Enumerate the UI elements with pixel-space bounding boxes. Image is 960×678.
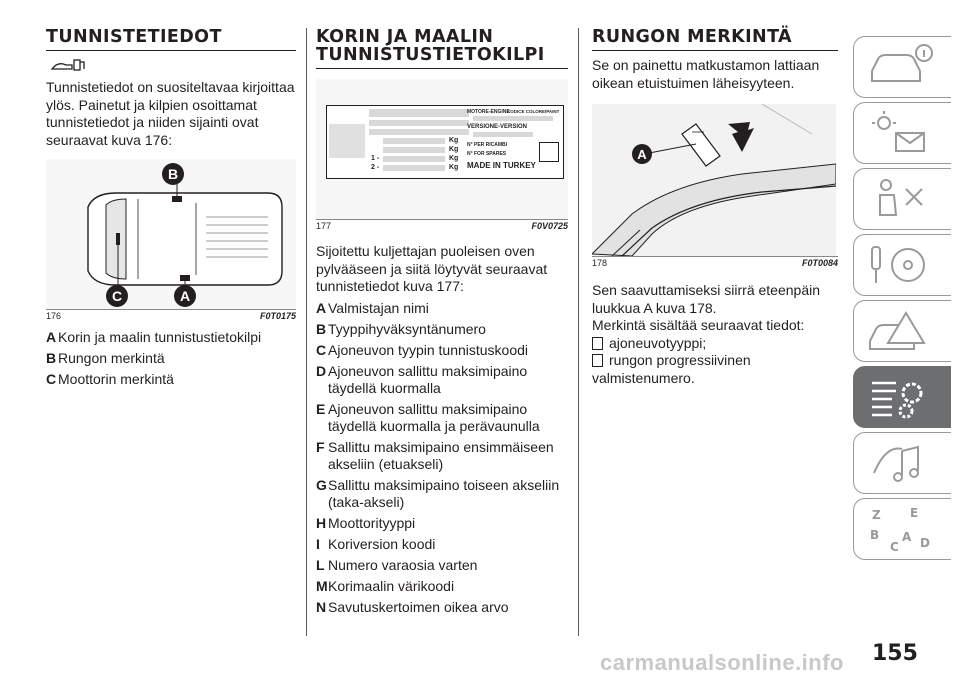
plate-row bbox=[473, 116, 553, 121]
chapter-tabs bbox=[853, 36, 953, 564]
svg-text:C: C bbox=[890, 540, 899, 554]
item-text: Sallittu maksimipaino toiseen akseliin (taka-akseli) bbox=[328, 476, 560, 510]
body-text: Sen saavuttamiseksi siirrä eteenpäin luukkua A kuva 178. bbox=[592, 282, 821, 316]
section-heading bbox=[316, 28, 568, 64]
figure-176 bbox=[46, 159, 296, 309]
intro-text: Sijoitettu kuljettajan puoleisen oven pylvääseen ja siitä löytyvät seuraavat tunnistetiedot kuva 177: bbox=[316, 243, 548, 294]
plate-ricambi: N° PER RICAMBI bbox=[467, 142, 508, 148]
dashboard-info-icon bbox=[866, 43, 936, 91]
plate-fields-list bbox=[316, 300, 568, 616]
technical-data-icon bbox=[866, 373, 936, 423]
plate-kg: Kg bbox=[449, 164, 459, 171]
plate-paint-box bbox=[539, 142, 559, 162]
tab-index[interactable] bbox=[853, 498, 951, 560]
item-text: Ajoneuvon sallittu maksimipaino täydellä kuormalla bbox=[328, 362, 528, 396]
checklist-continuation: valmistenumero. bbox=[592, 369, 695, 386]
item-key: D bbox=[316, 362, 327, 379]
heading-line: TUNNISTUSTIETOKILPI bbox=[316, 45, 545, 65]
list-item bbox=[46, 329, 296, 346]
tab-warning-lights[interactable] bbox=[853, 102, 951, 164]
tab-multimedia[interactable] bbox=[853, 432, 951, 494]
item-key: B bbox=[46, 350, 57, 366]
callout-b bbox=[162, 163, 184, 185]
item-text: Savutuskertoimen oikea arvo bbox=[328, 598, 509, 615]
list-item bbox=[316, 578, 568, 595]
callout-label: C bbox=[111, 288, 123, 304]
item-text: Moottorityyppi bbox=[328, 514, 416, 531]
index-icon bbox=[866, 505, 936, 555]
svg-text:D: D bbox=[920, 536, 930, 550]
list-item bbox=[316, 536, 568, 553]
list-item bbox=[316, 300, 568, 317]
column-plate bbox=[316, 28, 568, 616]
section-heading: TUNNISTETIEDOT bbox=[46, 27, 222, 47]
item-text: Korimaalin värikoodi bbox=[328, 577, 455, 594]
figure-178 bbox=[592, 104, 836, 256]
plate-axle-1: 1 - bbox=[371, 155, 380, 162]
callout-label: A bbox=[637, 146, 647, 162]
warning-lights-icon bbox=[866, 109, 936, 159]
figure-code: F0T0084 bbox=[801, 258, 838, 268]
airbag-safety-icon bbox=[866, 175, 936, 225]
section-heading: RUNGON MERKINTÄ bbox=[592, 27, 792, 47]
multimedia-icon bbox=[866, 439, 936, 489]
checklist-text: rungon progressiivinen bbox=[609, 352, 751, 368]
plate-kg: Kg bbox=[449, 155, 459, 162]
item-text: Sallittu maksimipaino ensimmäiseen akseliin (etuakseli) bbox=[328, 438, 554, 472]
figure-code: F0V0725 bbox=[531, 221, 568, 231]
plate-kg: Kg bbox=[449, 137, 459, 144]
column-divider bbox=[578, 28, 579, 636]
list-item bbox=[316, 439, 568, 473]
item-text: Ajoneuvon sallittu maksimipaino täydellä kuormalla ja perävaunulla bbox=[328, 400, 540, 434]
tab-emergency[interactable] bbox=[853, 300, 951, 362]
column-identification bbox=[46, 28, 296, 388]
fuel-hand-icon bbox=[50, 57, 296, 76]
figure-caption bbox=[316, 219, 568, 233]
item-text: Tyyppihyväksyntänumero bbox=[328, 320, 486, 337]
list-item bbox=[316, 599, 568, 616]
item-key: C bbox=[46, 371, 57, 387]
identification-list bbox=[46, 329, 296, 388]
figure-number: 178 bbox=[592, 258, 608, 268]
checklist-text: ajoneuvotyyppi; bbox=[609, 334, 707, 351]
list-item bbox=[316, 557, 568, 574]
tab-safety[interactable] bbox=[853, 168, 951, 230]
item-key: E bbox=[316, 400, 326, 417]
tab-starting-driving[interactable] bbox=[853, 234, 951, 296]
plate-axle-2: 2 - bbox=[371, 164, 380, 171]
list-item bbox=[46, 371, 296, 388]
heading-line: KORIN JA MAALIN bbox=[316, 27, 494, 47]
item-text: Ajoneuvon tyypin tunnistuskoodi bbox=[328, 341, 529, 358]
plate-row bbox=[473, 132, 533, 137]
callout-a bbox=[632, 144, 652, 164]
item-key: L bbox=[316, 556, 325, 573]
key-steering-icon bbox=[866, 241, 936, 291]
item-key: M bbox=[316, 577, 328, 594]
plate-row bbox=[383, 165, 445, 171]
checkbox-icon bbox=[592, 337, 603, 350]
figure-number: 176 bbox=[46, 311, 62, 321]
plate-made: MADE IN TURKEY bbox=[467, 161, 536, 170]
svg-text:B: B bbox=[870, 528, 880, 542]
checklist-item bbox=[592, 352, 838, 370]
item-key: A bbox=[46, 329, 57, 345]
item-text: Numero varaosia varten bbox=[328, 556, 478, 573]
floor-hatch-illustration bbox=[592, 104, 836, 256]
intro-text: Se on painettu matkustamon lattiaan oikean etuistuimen läheisyyteen. bbox=[592, 57, 820, 91]
figure-177 bbox=[316, 79, 568, 219]
tab-dashboard[interactable] bbox=[853, 36, 951, 98]
checkbox-icon bbox=[592, 354, 603, 367]
tab-technical-data[interactable] bbox=[853, 366, 951, 428]
body-text: Merkintä sisältää seuraavat tiedot: bbox=[592, 317, 805, 333]
callout-label: B bbox=[167, 166, 179, 182]
item-text: Moottorin merkintä bbox=[58, 371, 174, 387]
item-key: C bbox=[316, 341, 327, 358]
plate-codice: CODICE COLORE/PAINT bbox=[507, 109, 560, 114]
heading-rule bbox=[46, 50, 296, 51]
item-text: Valmistajan nimi bbox=[328, 299, 429, 316]
list-item bbox=[316, 515, 568, 532]
svg-text:E: E bbox=[910, 506, 919, 520]
figure-caption bbox=[46, 309, 296, 323]
plate-row bbox=[383, 156, 445, 162]
list-item bbox=[46, 350, 296, 367]
emergency-icon bbox=[866, 307, 936, 357]
callout-c bbox=[106, 285, 128, 307]
list-item bbox=[316, 321, 568, 338]
intro-text: Tunnistetiedot on suositeltavaa kirjoittaa ylös. Painetut ja kilpien osoittamat tunnistetiedot ja niiden sijainti ovat seuraavat kuva 176: bbox=[46, 79, 295, 148]
plate-row bbox=[369, 129, 469, 135]
item-key: F bbox=[316, 438, 325, 455]
item-key: G bbox=[316, 476, 327, 493]
list-item bbox=[316, 477, 568, 511]
id-plate bbox=[326, 105, 564, 179]
item-text: Rungon merkintä bbox=[58, 350, 165, 366]
list-item bbox=[316, 342, 568, 359]
figure-caption bbox=[592, 256, 838, 270]
plate-spares: N° FOR SPARES bbox=[467, 151, 507, 157]
list-item bbox=[316, 401, 568, 435]
item-text: Koriversion koodi bbox=[328, 535, 436, 552]
item-key: I bbox=[316, 535, 320, 552]
plate-left-badge bbox=[329, 124, 365, 158]
watermark: carmanualsonline.info bbox=[600, 650, 844, 675]
plate-kg: Kg bbox=[449, 146, 459, 153]
figure-code: F0T0175 bbox=[259, 311, 296, 321]
callout-a bbox=[174, 285, 196, 307]
item-key: N bbox=[316, 598, 327, 615]
callout-label: A bbox=[179, 288, 191, 304]
column-chassis bbox=[592, 28, 838, 387]
plate-row bbox=[383, 147, 445, 153]
plate-versione: VERSIONE-VERSION bbox=[467, 124, 528, 130]
item-text: Korin ja maalin tunnistustietokilpi bbox=[58, 329, 262, 345]
list-item bbox=[316, 363, 568, 397]
item-key: B bbox=[316, 320, 327, 337]
page-number: 155 bbox=[872, 641, 918, 666]
plate-row bbox=[383, 138, 445, 144]
svg-text:A: A bbox=[902, 530, 912, 544]
plate-motore: MOTORE-ENGINE bbox=[467, 109, 510, 115]
heading-rule bbox=[592, 50, 838, 51]
plate-row bbox=[369, 109, 469, 117]
figure-number: 177 bbox=[316, 221, 332, 231]
item-key: A bbox=[316, 299, 327, 316]
svg-text:Z: Z bbox=[872, 508, 881, 522]
checklist-item bbox=[592, 335, 838, 353]
column-divider bbox=[306, 28, 307, 636]
heading-rule bbox=[316, 68, 568, 69]
plate-row bbox=[369, 120, 469, 126]
item-key: H bbox=[316, 514, 327, 531]
